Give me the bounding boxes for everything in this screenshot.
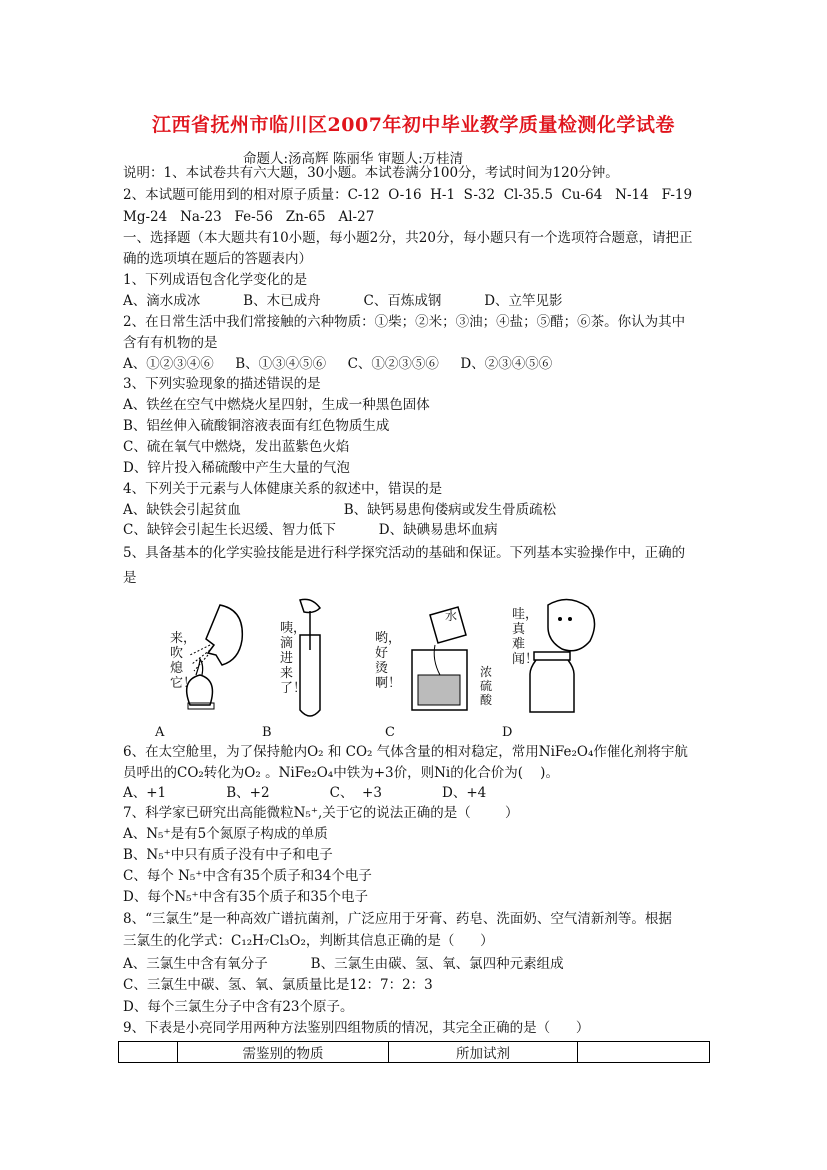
text-line: A、①②③④⑥ B、①③④⑤⑥ C、①②③⑤⑥ D、②③④⑤⑥ xyxy=(123,356,553,372)
table-header-cell: 所加试剂 xyxy=(389,1042,578,1063)
table-header-cell xyxy=(578,1042,710,1063)
figure-d-label: D xyxy=(502,725,513,740)
table-header-cell: 需鉴别的物质 xyxy=(178,1042,389,1063)
text-line: B、N₅⁺中只有质子没有中子和电子 xyxy=(123,847,333,863)
text-line: 2、本试题可能用到的相对原子质量：C-12 O-16 H-1 S-32 Cl-35.5 Cu-64 N-14 F-19 xyxy=(123,187,693,203)
figure-a-speech: 来，吹熄它！ xyxy=(170,631,197,691)
text-line: 是 xyxy=(123,570,137,586)
experiment-figures xyxy=(150,595,710,745)
text-line: 说明：1、本试卷共有六大题，30小题。本试卷满分100分，考试时间为120分钟。 xyxy=(123,165,619,181)
table-header-cell xyxy=(119,1042,178,1063)
text-line: 含有有机物的是 xyxy=(123,335,218,351)
text-line: C、缺锌会引起生长迟缓、智力低下 D、缺碘易患坏血病 xyxy=(123,522,498,538)
text-line: D、每个N₅⁺中含有35个质子和35个电子 xyxy=(123,889,369,905)
text-line: A、N₅⁺是有5个氮原子构成的单质 xyxy=(123,826,328,842)
text-line: 7、科学家已研究出高能微粒N₅⁺,关于它的说法正确的是（ ） xyxy=(123,805,519,821)
text-line: 9、下表是小亮同学用两种方法鉴别四组物质的情况，其完全正确的是（ ） xyxy=(123,1020,590,1036)
text-line: 员呼出的CO₂转化为O₂ 。NiFe₂O₄中铁为+3价，则Ni的化合价为( )。 xyxy=(123,765,559,781)
text-line: A、+1 B、+2 C、 +3 D、+4 xyxy=(123,785,487,801)
text-line: 确的选项填在题后的答题表内） xyxy=(123,251,312,267)
text-line: A、缺铁会引起贫血 B、缺钙易患佝偻病或发生骨质疏松 xyxy=(123,502,557,518)
text-line: C、每个 N₅⁺中含有35个质子和34个电子 xyxy=(123,868,372,884)
figure-b-label: B xyxy=(262,725,272,740)
text-line: 5、具备基本的化学实验技能是进行科学探究活动的基础和保证。下列基本实验操作中，正确的 xyxy=(123,545,686,561)
text-line: 2、在日常生活中我们常接触的六种物质：①柴；②米；③油；④盐；⑤醋；⑥茶。你认为其中 xyxy=(123,314,686,330)
text-line: B、铝丝伸入硫酸铜溶液表面有红色物质生成 xyxy=(123,418,390,434)
figure-c-speech: 哟，好烫啊！ xyxy=(375,631,402,691)
text-line: 三氯生的化学式：C₁₂H₇Cl₃O₂，判断其信息正确的是（ ） xyxy=(123,933,494,949)
text-line: C、硫在氧气中燃烧，发出蓝紫色火焰 xyxy=(123,439,350,455)
text-line: D、每个三氯生分子中含有23个原子。 xyxy=(123,999,354,1015)
text-line: 1、下列成语包含化学变化的是 xyxy=(123,272,308,288)
identification-table xyxy=(118,1041,710,1063)
text-line: 一、选择题（本大题共有10小题，每小题2分，共20分，每小题只有一个选项符合题意，请把正 xyxy=(123,230,693,246)
text-line: D、锌片投入稀硫酸中产生大量的气泡 xyxy=(123,460,350,476)
figure-c-acid-tag: 浓硫酸 xyxy=(480,665,493,707)
exam-title: 江西省抚州市临川区2007年初中毕业教学质量检测化学试卷 xyxy=(152,114,675,136)
text-line: A、滴水成冰 B、木已成舟 C、百炼成钢 D、立竿见影 xyxy=(123,293,563,309)
table-header-row xyxy=(119,1042,710,1063)
figure-d-speech: 哇，真难闻！ xyxy=(512,607,539,667)
text-line: 8、“三氯生”是一种高效广谱抗菌剂，广泛应用于牙膏、药皂、洗面奶、空气清新剂等。根据 xyxy=(123,911,672,927)
author-line: 命题人:汤高辉 陈丽华 审题人:万桂清 xyxy=(243,151,464,167)
text-line: 4、下列关于元素与人体健康关系的叙述中，错误的是 xyxy=(123,481,443,497)
text-line: A、铁丝在空气中燃烧火星四射，生成一种黑色固体 xyxy=(123,397,430,413)
text-line: 6、在太空舱里，为了保持舱内O₂ 和 CO₂ 气体含量的相对稳定，常用NiFe₂O₄作催化剂将宇航 xyxy=(123,744,688,760)
figure-a-label: A xyxy=(155,725,165,740)
text-line: C、三氯生中碳、氢、氧、氯质量比是12：7：2：3 xyxy=(123,977,433,993)
text-line: 3、下列实验现象的描述错误的是 xyxy=(123,376,321,392)
figure-c-water-tag: 水 xyxy=(445,609,458,623)
figure-b-speech: 咦，滴进来了！ xyxy=(280,621,307,696)
text-line: A、三氯生中含有氧分子 B、三氯生由碳、氢、氧、氯四种元素组成 xyxy=(123,956,564,972)
figure-c-label: C xyxy=(385,725,395,740)
text-line: Mg-24 Na-23 Fe-56 Zn-65 Al-27 xyxy=(123,209,375,225)
